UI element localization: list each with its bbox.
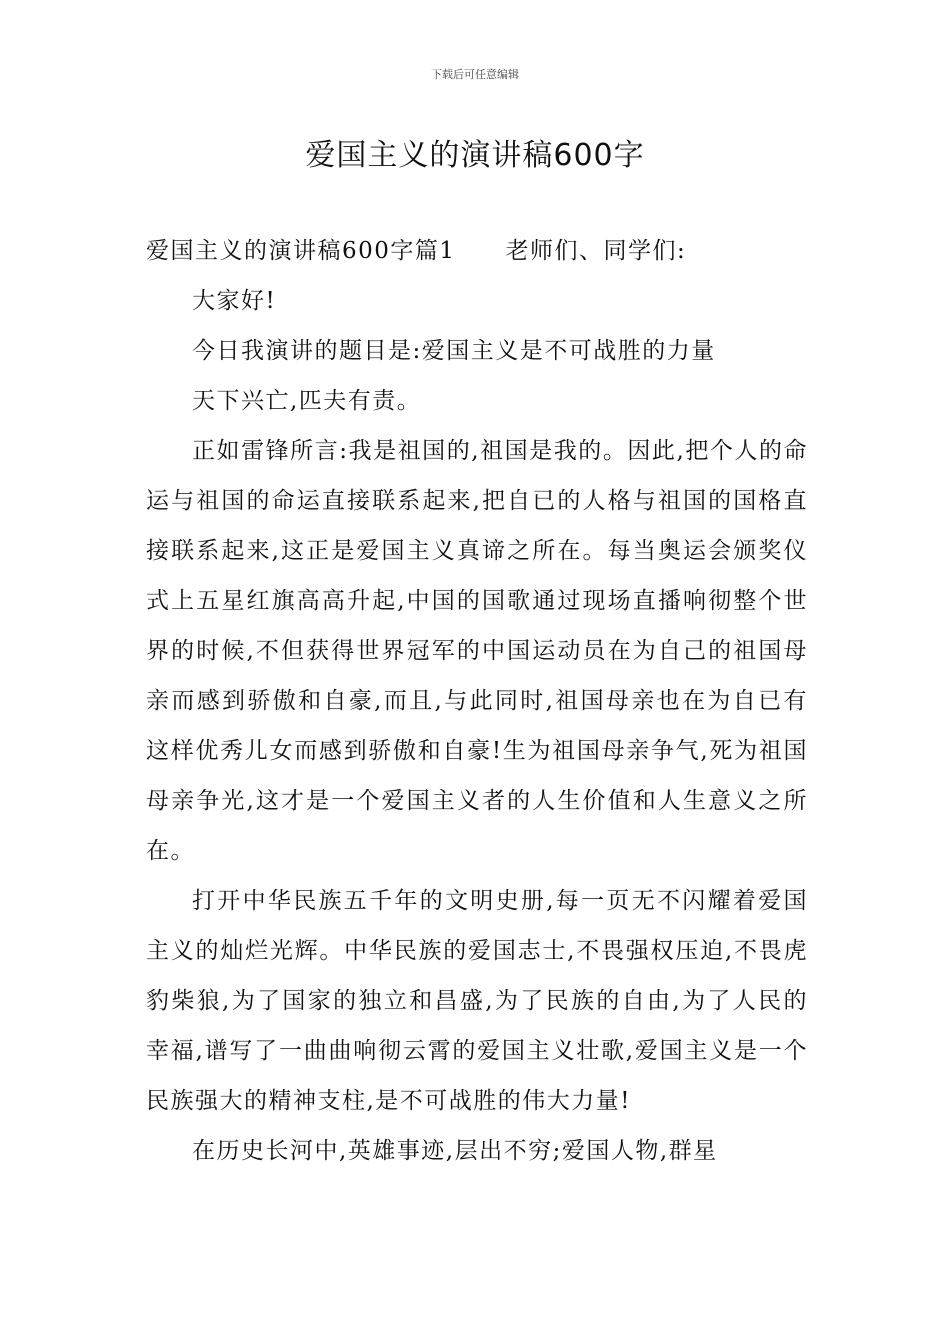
paragraph-motto: 天下兴亡,匹夫有责。	[192, 388, 422, 414]
header-note: 下载后可任意编辑	[431, 68, 519, 81]
section-heading-line	[146, 226, 808, 276]
paragraph-body-2: 打开中华民族五千年的文明史册,每一页无不闪耀着爱国主义的灿烂光辉。中华民族的爱国志士,不畏强权压迫,不畏虎豹柴狼,为了国家的独立和昌盛,为了民族的自由,为了人民的幸福,谱写了一曲曲响彻云霄的爱国主义壮歌,爱国主义是一个民族强大的精神支柱,是不可战胜的伟大力量!	[146, 888, 808, 1114]
paragraph-greeting: 大家好!	[192, 288, 277, 314]
salutation: 老师们、同学们:	[505, 238, 687, 264]
paragraph-body-3: 在历史长河中,英雄事迹,层出不穷;爱国人物,群星	[192, 1138, 718, 1164]
spacer	[456, 226, 506, 276]
document-body	[146, 226, 808, 1176]
document-title: 爱国主义的演讲稿600字	[305, 138, 645, 173]
paragraph-body-1: 正如雷锋所言:我是祖国的,祖国是我的。因此,把个人的命运与祖国的命运直接联系起来,把自已的人格与祖国的国格直接联系起来,这正是爱国主义真谛之所在。每当奥运会颁奖仪式上五星红旗高高升起,中国的国歌通过现场直播响彻整个世界的时候,不但获得世界冠军的中国运动员在为自己的祖国母亲而感到骄傲和自豪,而且,与此同时,祖国母亲也在为自已有这样优秀儿女而感到骄傲和自豪!生为祖国母亲争气,死为祖国母亲争光,这才是一个爱国主义者的人生价值和人生意义之所在。	[146, 438, 808, 864]
paragraph-topic: 今日我演讲的题目是:爱国主义是不可战胜的力量	[192, 338, 716, 364]
section-heading: 爱国主义的演讲稿600字篇1	[146, 238, 456, 264]
